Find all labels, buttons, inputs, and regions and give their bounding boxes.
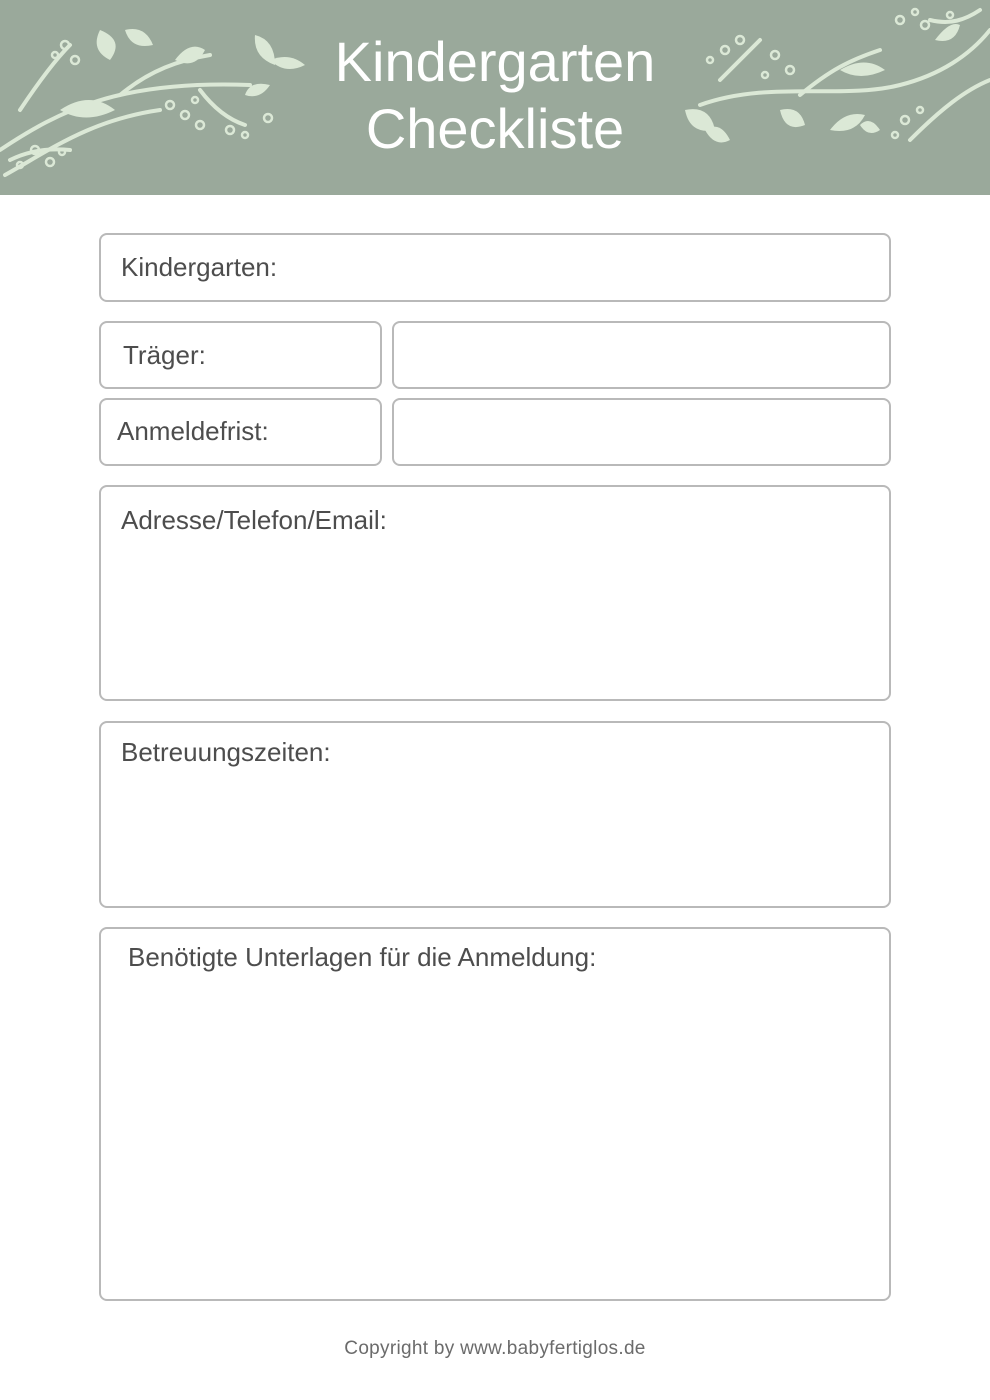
- kindergarten-label: Kindergarten:: [121, 252, 278, 282]
- unterlagen-label: Benötigte Unterlagen für die Anmeldung:: [128, 942, 597, 972]
- header-banner: [0, 0, 990, 195]
- page-title: [0, 28, 990, 162]
- page-title-line1: Kindergarten: [334, 30, 656, 93]
- traeger-label: Träger:: [123, 340, 206, 370]
- betreuungszeiten-label: Betreuungszeiten:: [121, 737, 331, 767]
- anmeldefrist-label: Anmeldefrist:: [117, 416, 269, 446]
- page-title-line2: Checkliste: [365, 97, 625, 160]
- unterlagen-field[interactable]: [99, 927, 891, 1301]
- anmeldefrist-field[interactable]: [392, 398, 891, 466]
- kontakt-label: Adresse/Telefon/Email:: [121, 505, 387, 535]
- copyright-footer: Copyright by www.babyfertiglos.de: [344, 1338, 646, 1359]
- traeger-field[interactable]: [392, 321, 891, 389]
